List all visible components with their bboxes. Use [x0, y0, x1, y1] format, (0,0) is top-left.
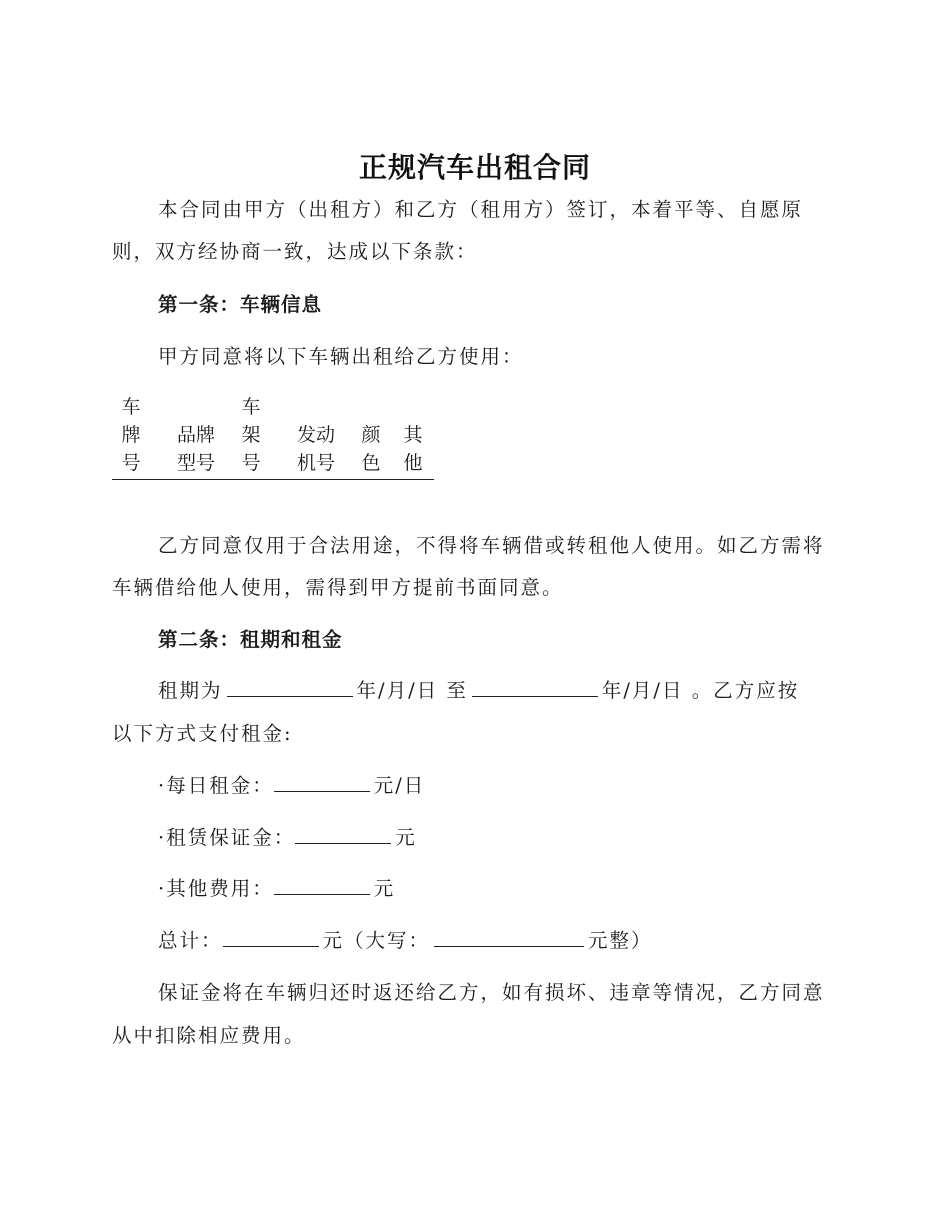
page-title: 正规汽车出租合同	[358, 151, 591, 184]
start-date-blank[interactable]	[227, 678, 353, 697]
header-text: 颜	[361, 424, 381, 446]
total-label: 总计：	[158, 929, 223, 952]
daily-rent-blank[interactable]	[274, 773, 370, 792]
total-uppercase-blank[interactable]	[434, 928, 584, 947]
total-suffix: 元整）	[588, 929, 653, 952]
total-mid: 元（大写：	[322, 929, 431, 952]
deposit-label: ·租赁保证金：	[158, 826, 296, 849]
total-blank[interactable]	[223, 928, 319, 947]
header-text: 他	[403, 452, 423, 474]
deposit-blank[interactable]	[295, 825, 391, 844]
header-text: 型号	[176, 452, 215, 474]
header-text: 色	[361, 452, 381, 474]
article-2-heading: 第二条：租期和租金	[158, 628, 343, 651]
table-header-plate	[120, 393, 142, 477]
deposit-item	[158, 822, 417, 850]
header-text: 车	[121, 396, 141, 418]
other-fees-unit: 元	[373, 877, 396, 900]
other-fees-label: ·其他费用：	[158, 877, 274, 900]
usage-para-line-1: 乙方同意仅用于合法用途，不得将车辆借或转租他人使用。如乙方需将	[158, 534, 825, 557]
header-text: 品牌	[176, 424, 215, 446]
daily-rent-label: ·每日租金：	[158, 774, 274, 797]
intro-line-2: 则，双方经协商一致，达成以下条款：	[112, 240, 478, 263]
usage-para-line-2: 车辆借给他人使用，需得到甲方提前书面同意。	[112, 576, 564, 599]
other-fees-blank[interactable]	[274, 876, 370, 895]
end-date-blank[interactable]	[472, 678, 598, 697]
header-text: 机号	[296, 452, 335, 474]
header-text: 号	[241, 452, 261, 474]
deposit-para-line-2: 从中扣除相应费用。	[112, 1024, 306, 1047]
other-fees-item	[158, 873, 395, 901]
term-line-2: 以下方式支付租金:	[112, 722, 293, 745]
total-line	[158, 925, 653, 953]
table-header-brand-model	[174, 421, 218, 477]
table-header-engine-number	[294, 421, 338, 477]
header-text: 牌	[121, 424, 141, 446]
term-suffix: 年/月/日 。乙方应按	[601, 679, 800, 702]
header-text: 发动	[296, 424, 335, 446]
table-header-color	[360, 421, 382, 477]
vehicle-info-table	[112, 392, 434, 480]
daily-rent-unit: 元/日	[373, 774, 426, 797]
daily-rent-item	[158, 770, 425, 798]
deposit-unit: 元	[395, 826, 417, 849]
term-prefix: 租期为	[158, 679, 223, 702]
intro-line-1: 本合同由甲方（出租方）和乙方（租用方）签订，本着平等、自愿原	[158, 198, 804, 221]
header-text: 其	[403, 424, 423, 446]
table-header-other	[402, 421, 424, 477]
table-header-frame-number	[240, 393, 262, 477]
article-1-lead: 甲方同意将以下车辆出租给乙方使用：	[158, 345, 524, 368]
article-1-heading: 第一条：车辆信息	[158, 293, 323, 316]
header-text: 架	[241, 424, 261, 446]
term-line-1	[158, 675, 799, 703]
term-mid: 年/月/日 至	[356, 679, 468, 702]
deposit-para-line-1: 保证金将在车辆归还时返还给乙方，如有损坏、违章等情况，乙方同意	[158, 981, 825, 1004]
header-text: 号	[121, 452, 141, 474]
header-text: 车	[241, 396, 261, 418]
